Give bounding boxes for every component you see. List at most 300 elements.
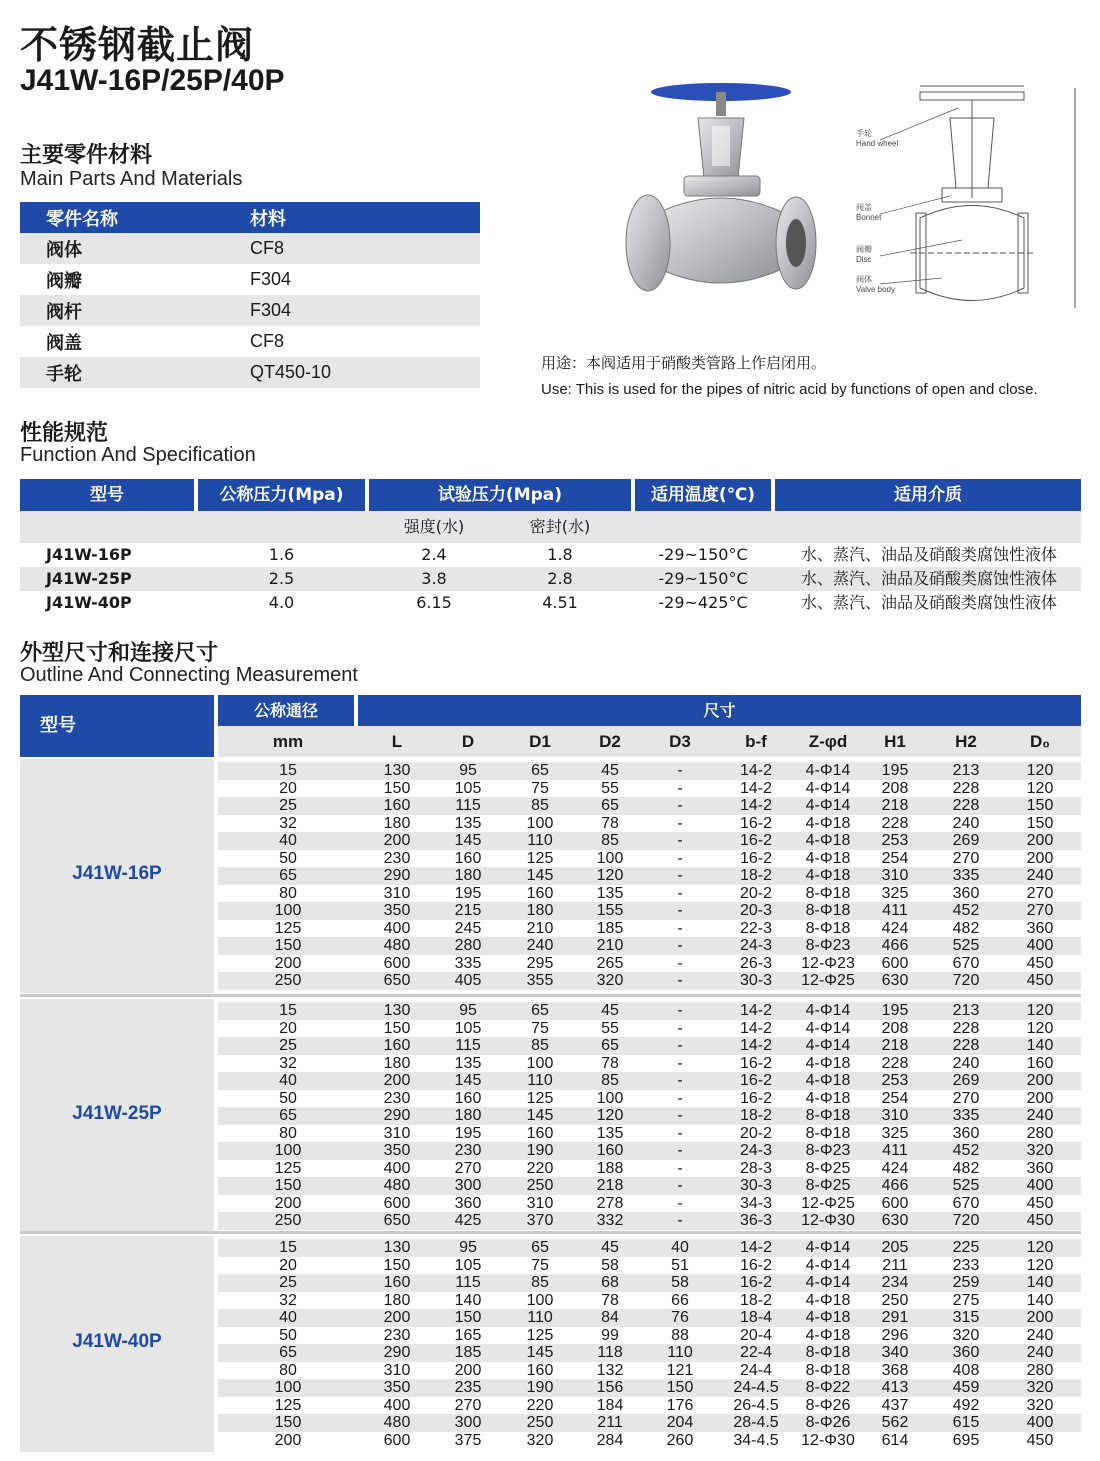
dim-cell-H1: 413 <box>881 1379 909 1396</box>
dim-cell-H1: 254 <box>881 1089 909 1107</box>
dim-cell-H2: 720 <box>952 1212 980 1229</box>
dim-cell-D1: 190 <box>526 1379 554 1396</box>
spec-table <box>20 479 1081 615</box>
dim-cell-H2: 269 <box>952 832 980 849</box>
spec-table-row <box>20 543 1081 567</box>
dim-cell-D: 375 <box>454 1431 482 1449</box>
dim-cell-b-f: 28-3 <box>739 1159 773 1177</box>
dim-cell-H2: 228 <box>952 779 980 797</box>
dim-cell-dn: 32 <box>279 1054 297 1072</box>
dim-cell-D1: 110 <box>527 832 553 849</box>
dim-cell-b-f: 16-2 <box>739 814 773 832</box>
part-material: F304 <box>250 300 292 320</box>
dim-cell-H1: 600 <box>881 954 909 972</box>
dim-cell-D0: 240 <box>1026 1107 1054 1124</box>
dim-cell-D1: 190 <box>526 1142 554 1159</box>
dim-cell-H1: 424 <box>881 919 909 937</box>
dim-cell-z-phid: 4-Φ18 <box>805 1072 851 1089</box>
spec-sub-seal: 密封(水) <box>529 517 591 536</box>
dim-cell-dn: 40 <box>279 1072 297 1089</box>
dim-cell-D1: 145 <box>526 1107 554 1124</box>
dim-cell-D: 140 <box>454 1291 482 1309</box>
dim-cell-dn: 125 <box>274 1159 302 1177</box>
dim-cell-L: 200 <box>383 1309 411 1326</box>
dim-cell-b-f: 20-2 <box>739 884 773 902</box>
hand-wheel-label: 手轮 <box>856 129 872 138</box>
dim-cell-D3: - <box>677 1072 683 1089</box>
dim-cell-D: 105 <box>454 779 482 797</box>
dim-cell-H2: 482 <box>952 919 980 937</box>
dim-cell-D0: 450 <box>1026 1212 1054 1229</box>
dim-cell-L: 230 <box>383 849 411 867</box>
dim-cell-D: 270 <box>454 1159 482 1177</box>
dim-cell-D0: 450 <box>1026 1194 1054 1212</box>
dim-cell-b-f: 34-3 <box>739 1194 773 1212</box>
dim-cell-D: 215 <box>454 902 482 919</box>
dim-cell-dn: 15 <box>279 1002 297 1019</box>
dim-cell-L: 150 <box>383 1256 411 1274</box>
dim-header-H2: H2 <box>955 732 977 751</box>
dim-cell-D1: 85 <box>531 1037 549 1054</box>
dim-cell-dn: 80 <box>279 1124 297 1142</box>
dim-cell-z-phid: 4-Φ14 <box>805 1019 851 1037</box>
dim-cell-D3: - <box>677 954 683 972</box>
dim-cell-dn: 65 <box>279 1344 297 1361</box>
dim-cell-dn: 20 <box>279 779 297 797</box>
spec-strength: 3.8 <box>421 569 447 588</box>
bonnet-label: 阀盖 <box>856 203 872 212</box>
dim-cell-H2: 360 <box>952 1124 980 1142</box>
parts-col-name: 零件名称 <box>46 208 118 230</box>
dim-cell-D0: 140 <box>1026 1037 1054 1054</box>
dim-cell-L: 350 <box>383 902 411 919</box>
dim-cell-D0: 150 <box>1026 814 1054 832</box>
dim-cell-L: 290 <box>383 1344 411 1361</box>
dim-cell-b-f: 26-4.5 <box>733 1396 779 1414</box>
dim-cell-D3: - <box>677 1019 683 1037</box>
dim-cell-dn: 150 <box>274 1177 302 1194</box>
dim-cell-z-phid: 12-Φ25 <box>801 1194 855 1212</box>
dim-cell-z-phid: 4-Φ18 <box>805 867 851 884</box>
dim-cell-b-f: 16-2 <box>739 1089 773 1107</box>
dim-cell-H1: 630 <box>881 972 909 989</box>
dim-cell-H1: 411 <box>882 902 908 919</box>
dim-cell-H1: 437 <box>881 1396 909 1414</box>
dim-cell-D0: 320 <box>1026 1396 1054 1414</box>
dim-cell-z-phid: 4-Φ14 <box>805 1256 851 1274</box>
dim-cell-L: 600 <box>383 1194 411 1212</box>
disc-label: 阀瓣 <box>856 245 872 254</box>
dim-cell-D0: 450 <box>1026 972 1054 989</box>
dim-cell-D2: 210 <box>596 937 624 954</box>
dim-cell-H2: 525 <box>952 1177 980 1194</box>
dim-cell-D0: 200 <box>1026 849 1054 867</box>
dim-cell-H1: 340 <box>881 1344 909 1361</box>
dim-cell-z-phid: 4-Φ14 <box>805 1002 851 1019</box>
dim-cell-D1: 295 <box>526 954 554 972</box>
dim-cell-D: 115 <box>455 1037 481 1054</box>
dim-cell-D3: - <box>677 1159 683 1177</box>
dim-cell-D3: 40 <box>671 1239 689 1256</box>
dim-cell-z-phid: 8-Φ22 <box>805 1379 851 1396</box>
dim-cell-D: 230 <box>454 1142 482 1159</box>
dim-cell-H1: 218 <box>881 1037 909 1054</box>
dim-cell-H1: 211 <box>882 1256 908 1274</box>
dim-group-divider <box>20 994 1081 997</box>
dim-cell-dn: 125 <box>274 919 302 937</box>
dim-cell-D3: 88 <box>671 1326 689 1344</box>
dim-cell-D1: 250 <box>526 1414 554 1431</box>
dim-cell-D1: 75 <box>531 1256 549 1274</box>
dim-cell-D3: - <box>677 797 683 814</box>
dim-cell-H2: 408 <box>952 1361 980 1379</box>
dim-cell-H1: 614 <box>881 1431 909 1449</box>
dim-cell-dn: 15 <box>279 762 297 779</box>
dim-cell-D0: 240 <box>1026 1344 1054 1361</box>
dim-cell-H1: 195 <box>881 1002 909 1019</box>
dim-cell-H1: 296 <box>881 1326 909 1344</box>
dim-cell-D: 245 <box>454 919 482 937</box>
dim-cell-D3: 51 <box>671 1256 689 1274</box>
dim-cell-D1: 320 <box>526 1431 554 1449</box>
dim-cell-D0: 280 <box>1026 1361 1054 1379</box>
dim-cell-D: 95 <box>459 762 477 779</box>
dim-cell-D: 105 <box>454 1019 482 1037</box>
valve-drawing <box>850 78 1082 326</box>
dim-cell-H1: 466 <box>881 937 909 954</box>
dim-cell-H2: 213 <box>952 762 980 779</box>
dim-cell-D2: 58 <box>601 1256 619 1274</box>
dim-cell-H1: 424 <box>881 1159 909 1177</box>
dim-cell-L: 480 <box>383 937 411 954</box>
dim-header-D3: D3 <box>669 732 691 751</box>
dim-cell-H1: 254 <box>881 849 909 867</box>
dim-cell-dn: 40 <box>279 832 297 849</box>
spec-table-header <box>20 479 1081 511</box>
dim-cell-D: 180 <box>454 1107 482 1124</box>
dim-cell-H2: 213 <box>952 1002 980 1019</box>
spec-subheader-row <box>20 511 1081 543</box>
dim-cell-D1: 160 <box>526 1124 554 1142</box>
dim-col-model <box>20 695 214 757</box>
dim-cell-z-phid: 4-Φ14 <box>805 1274 851 1291</box>
dim-cell-H2: 525 <box>952 937 980 954</box>
dim-cell-L: 290 <box>383 867 411 884</box>
dim-cell-D1: 125 <box>526 1326 554 1344</box>
dim-cell-D1: 75 <box>531 1019 549 1037</box>
dim-cell-D: 195 <box>454 1124 482 1142</box>
dim-cell-D3: - <box>677 867 683 884</box>
dim-cell-D3: - <box>677 972 683 989</box>
dim-cell-D2: 85 <box>601 832 619 849</box>
dim-cell-z-phid: 4-Φ18 <box>805 1089 851 1107</box>
dim-cell-H2: 670 <box>952 954 980 972</box>
dim-header-D2: D2 <box>599 732 621 751</box>
dim-cell-z-phid: 8-Φ18 <box>805 919 851 937</box>
dim-cell-D2: 155 <box>596 902 624 919</box>
dim-cell-D: 360 <box>454 1194 482 1212</box>
dim-cell-b-f: 20-4 <box>739 1326 773 1344</box>
dim-cell-L: 310 <box>383 1361 411 1379</box>
dim-cell-D3: 176 <box>666 1396 694 1414</box>
dim-cell-D3: - <box>677 1054 683 1072</box>
dim-cell-D1: 145 <box>526 867 554 884</box>
dim-cell-D1: 355 <box>526 972 554 989</box>
dim-cell-H1: 208 <box>881 1019 909 1037</box>
dim-cell-L: 160 <box>383 797 411 814</box>
usage-text-en: Use: This is used for the pipes of nitric acid by functions of open and close. <box>541 381 1038 398</box>
dim-cell-H1: 325 <box>881 1124 909 1142</box>
dim-header-z-phid: Z-φd <box>808 732 848 751</box>
dim-cell-D0: 120 <box>1026 1019 1054 1037</box>
dim-cell-z-phid: 8-Φ18 <box>805 1361 851 1379</box>
dim-cell-H2: 482 <box>952 1159 980 1177</box>
dim-cell-z-phid: 8-Φ18 <box>805 902 851 919</box>
dim-cell-b-f: 28-4.5 <box>733 1414 779 1431</box>
spec-strength: 2.4 <box>421 545 447 564</box>
dim-cell-D: 95 <box>459 1002 477 1019</box>
dim-cell-D2: 156 <box>596 1379 624 1396</box>
dim-cell-D0: 200 <box>1026 1309 1054 1326</box>
dim-cell-b-f: 14-2 <box>739 779 773 797</box>
parts-section-subtitle: Main Parts And Materials <box>20 168 243 190</box>
dim-cell-z-phid: 4-Φ18 <box>805 1309 851 1326</box>
dim-cell-L: 310 <box>383 884 411 902</box>
dim-cell-dn: 25 <box>279 1037 297 1054</box>
dim-cell-D1: 75 <box>531 779 549 797</box>
spec-medium: 水、蒸汽、油品及硝酸类腐蚀性液体 <box>801 593 1058 612</box>
dim-cell-D0: 150 <box>1026 797 1054 814</box>
dim-cell-H1: 218 <box>881 797 909 814</box>
dim-cell-H2: 240 <box>952 814 980 832</box>
dim-cell-dn: 25 <box>279 1274 297 1291</box>
dim-cell-L: 180 <box>383 814 411 832</box>
dim-cell-D3: 66 <box>671 1291 689 1309</box>
dim-cell-D: 160 <box>454 1089 482 1107</box>
dim-cell-D0: 240 <box>1026 867 1054 884</box>
dim-cell-H1: 325 <box>881 884 909 902</box>
dim-cell-dn: 100 <box>274 902 302 919</box>
dim-cell-D: 145 <box>454 832 482 849</box>
dim-cell-b-f: 24-3 <box>739 1142 773 1159</box>
dim-cell-dn: 250 <box>274 972 302 989</box>
dim-cell-dn: 32 <box>279 814 297 832</box>
dim-cell-z-phid: 4-Φ18 <box>805 849 851 867</box>
dim-cell-H2: 335 <box>952 1107 980 1124</box>
dim-cell-D: 270 <box>454 1396 482 1414</box>
dim-cell-D: 135 <box>454 814 482 832</box>
dim-cell-D: 300 <box>454 1414 482 1431</box>
dim-cell-H2: 270 <box>952 1089 980 1107</box>
dim-cell-D2: 55 <box>601 1019 619 1037</box>
dim-cell-D0: 360 <box>1026 919 1054 937</box>
dim-cell-L: 600 <box>383 954 411 972</box>
dim-cell-z-phid: 4-Φ18 <box>805 1326 851 1344</box>
dim-cell-H2: 335 <box>952 867 980 884</box>
dim-cell-D1: 65 <box>531 1002 549 1019</box>
dim-cell-D0: 200 <box>1026 1089 1054 1107</box>
dim-cell-z-phid: 4-Φ14 <box>805 1037 851 1054</box>
dim-cell-b-f: 30-3 <box>739 972 773 989</box>
dim-cell-z-phid: 12-Φ30 <box>801 1431 855 1449</box>
dim-cell-D1: 145 <box>526 1344 554 1361</box>
dim-cell-L: 130 <box>383 1002 411 1019</box>
dim-cell-D1: 210 <box>526 919 554 937</box>
dim-cell-D1: 100 <box>526 814 554 832</box>
dim-cell-D0: 270 <box>1026 902 1054 919</box>
dim-cell-D1: 220 <box>526 1396 554 1414</box>
dim-header-D: D <box>461 732 475 751</box>
dim-cell-H2: 225 <box>952 1239 980 1256</box>
dim-cell-z-phid: 4-Φ14 <box>805 779 851 797</box>
dim-cell-D2: 100 <box>596 849 624 867</box>
dim-cell-D: 160 <box>454 849 482 867</box>
bonnet-label-en: Bonnet <box>856 213 882 222</box>
dim-cell-D3: 110 <box>667 1344 693 1361</box>
dim-cell-z-phid: 8-Φ18 <box>805 884 851 902</box>
page-title: 不锈钢截止阀 <box>20 23 255 67</box>
dim-cell-D1: 85 <box>531 797 549 814</box>
dim-cell-D0: 120 <box>1026 1002 1054 1019</box>
disc-label-en: Disc <box>856 255 872 264</box>
dim-cell-D2: 218 <box>596 1177 624 1194</box>
dim-cell-D3: - <box>677 1142 683 1159</box>
dim-cell-D: 280 <box>454 937 482 954</box>
spec-sub-strength: 强度(水) <box>403 517 465 536</box>
dim-cell-z-phid: 4-Φ18 <box>805 814 851 832</box>
spec-medium: 水、蒸汽、油品及硝酸类腐蚀性液体 <box>801 545 1058 564</box>
dim-cell-D1: 220 <box>526 1159 554 1177</box>
dim-cell-dn: 250 <box>274 1212 302 1229</box>
dim-cell-D3: - <box>677 832 683 849</box>
dim-cell-dn: 200 <box>274 1194 302 1212</box>
spec-model: J41W-40P <box>46 593 132 612</box>
dim-cell-D3: 58 <box>671 1274 689 1291</box>
dim-cell-L: 180 <box>383 1291 411 1309</box>
dim-group-model: J41W-16P <box>72 862 162 884</box>
parts-table-header <box>20 202 480 233</box>
dim-cell-H1: 310 <box>881 867 909 884</box>
part-material: QT450-10 <box>250 362 332 382</box>
dim-cell-D0: 320 <box>1026 1142 1054 1159</box>
dim-cell-L: 650 <box>383 972 411 989</box>
dim-cell-L: 480 <box>383 1177 411 1194</box>
dim-cell-z-phid: 4-Φ14 <box>805 1239 851 1256</box>
dim-cell-D: 425 <box>454 1212 482 1229</box>
parts-table-row <box>20 295 480 326</box>
spec-nominal: 4.0 <box>268 593 295 612</box>
dim-cell-D0: 240 <box>1026 1326 1054 1344</box>
dim-cell-D3: - <box>677 1002 683 1019</box>
dim-cell-b-f: 36-3 <box>739 1212 773 1229</box>
dim-cell-b-f: 14-2 <box>739 797 773 814</box>
dim-cell-D0: 120 <box>1026 1256 1054 1274</box>
spec-section-title: 性能规范 <box>20 421 109 446</box>
part-name: 阀杆 <box>46 301 82 323</box>
dim-cell-dn: 125 <box>274 1396 302 1414</box>
dim-cell-z-phid: 4-Φ18 <box>805 832 851 849</box>
dim-cell-z-phid: 12-Φ30 <box>801 1212 855 1229</box>
dim-cell-D: 105 <box>454 1256 482 1274</box>
dim-cell-L: 200 <box>383 832 411 849</box>
dim-cell-D2: 278 <box>596 1194 624 1212</box>
dim-cell-L: 400 <box>383 1396 411 1414</box>
dim-cell-b-f: 24-3 <box>739 937 773 954</box>
spec-model: J41W-25P <box>46 569 132 588</box>
dim-cell-L: 130 <box>383 1239 411 1256</box>
dim-cell-dn: 65 <box>279 867 297 884</box>
dim-cell-dn: 20 <box>279 1256 297 1274</box>
dim-cell-H1: 310 <box>881 1107 909 1124</box>
dim-cell-L: 350 <box>383 1379 411 1396</box>
dim-cell-L: 160 <box>383 1274 411 1291</box>
dim-cell-D2: 78 <box>601 814 619 832</box>
dim-cell-D1: 125 <box>526 1089 554 1107</box>
dim-cell-D: 145 <box>454 1072 482 1089</box>
dim-cell-D2: 78 <box>601 1054 619 1072</box>
dim-cell-H1: 253 <box>881 1072 909 1089</box>
dim-cell-H2: 452 <box>952 902 980 919</box>
parts-table-row <box>20 233 480 264</box>
dim-cell-D1: 100 <box>526 1054 554 1072</box>
dim-cell-D0: 200 <box>1026 1072 1054 1089</box>
dim-cell-dn: 40 <box>279 1309 297 1326</box>
dim-cell-D: 300 <box>454 1177 482 1194</box>
dim-cell-H1: 234 <box>881 1274 909 1291</box>
dim-cell-D2: 211 <box>597 1414 623 1431</box>
dim-cell-D1: 370 <box>526 1212 554 1229</box>
dim-cell-b-f: 18-2 <box>739 867 773 884</box>
dim-cell-D0: 320 <box>1026 1379 1054 1396</box>
dim-cell-D: 405 <box>454 972 482 989</box>
part-name: 阀瓣 <box>46 270 82 292</box>
dim-cell-D: 185 <box>454 1344 482 1361</box>
dim-cell-b-f: 14-2 <box>739 762 773 779</box>
dim-cell-D: 165 <box>454 1326 482 1344</box>
dim-cell-L: 310 <box>383 1124 411 1142</box>
dim-header-H1: H1 <box>884 732 906 751</box>
dim-cell-z-phid: 8-Φ25 <box>805 1159 851 1177</box>
dim-cell-H1: 250 <box>881 1291 909 1309</box>
dim-cell-dn: 65 <box>279 1107 297 1124</box>
model-title: J41W-16P/25P/40P <box>20 64 285 97</box>
dim-cell-D2: 284 <box>596 1431 624 1449</box>
dim-cell-D2: 184 <box>596 1396 624 1414</box>
dim-cell-D0: 270 <box>1026 884 1054 902</box>
dim-cell-dn: 15 <box>279 1239 297 1256</box>
dim-cell-D2: 45 <box>601 1002 619 1019</box>
dim-cell-H2: 670 <box>952 1194 980 1212</box>
dim-cell-D1: 180 <box>526 902 554 919</box>
dim-cell-z-phid: 8-Φ26 <box>805 1396 851 1414</box>
dim-cell-L: 650 <box>383 1212 411 1229</box>
dimension-table <box>20 695 1081 1455</box>
dim-cell-D2: 65 <box>601 797 619 814</box>
spec-nominal: 1.6 <box>268 545 295 564</box>
dim-cell-D2: 84 <box>601 1309 619 1326</box>
dim-col-model-label: 型号 <box>40 715 76 736</box>
dim-cell-D1: 160 <box>526 1361 554 1379</box>
dim-cell-H2: 320 <box>952 1326 980 1344</box>
part-material: F304 <box>250 269 292 289</box>
dim-cell-dn: 20 <box>279 1019 297 1037</box>
dim-cell-b-f: 16-2 <box>739 849 773 867</box>
dim-cell-D3: - <box>677 1194 683 1212</box>
part-material: CF8 <box>250 331 285 351</box>
parts-table <box>20 202 480 388</box>
dim-cell-b-f: 30-3 <box>739 1177 773 1194</box>
dim-cell-b-f: 18-2 <box>739 1107 773 1124</box>
